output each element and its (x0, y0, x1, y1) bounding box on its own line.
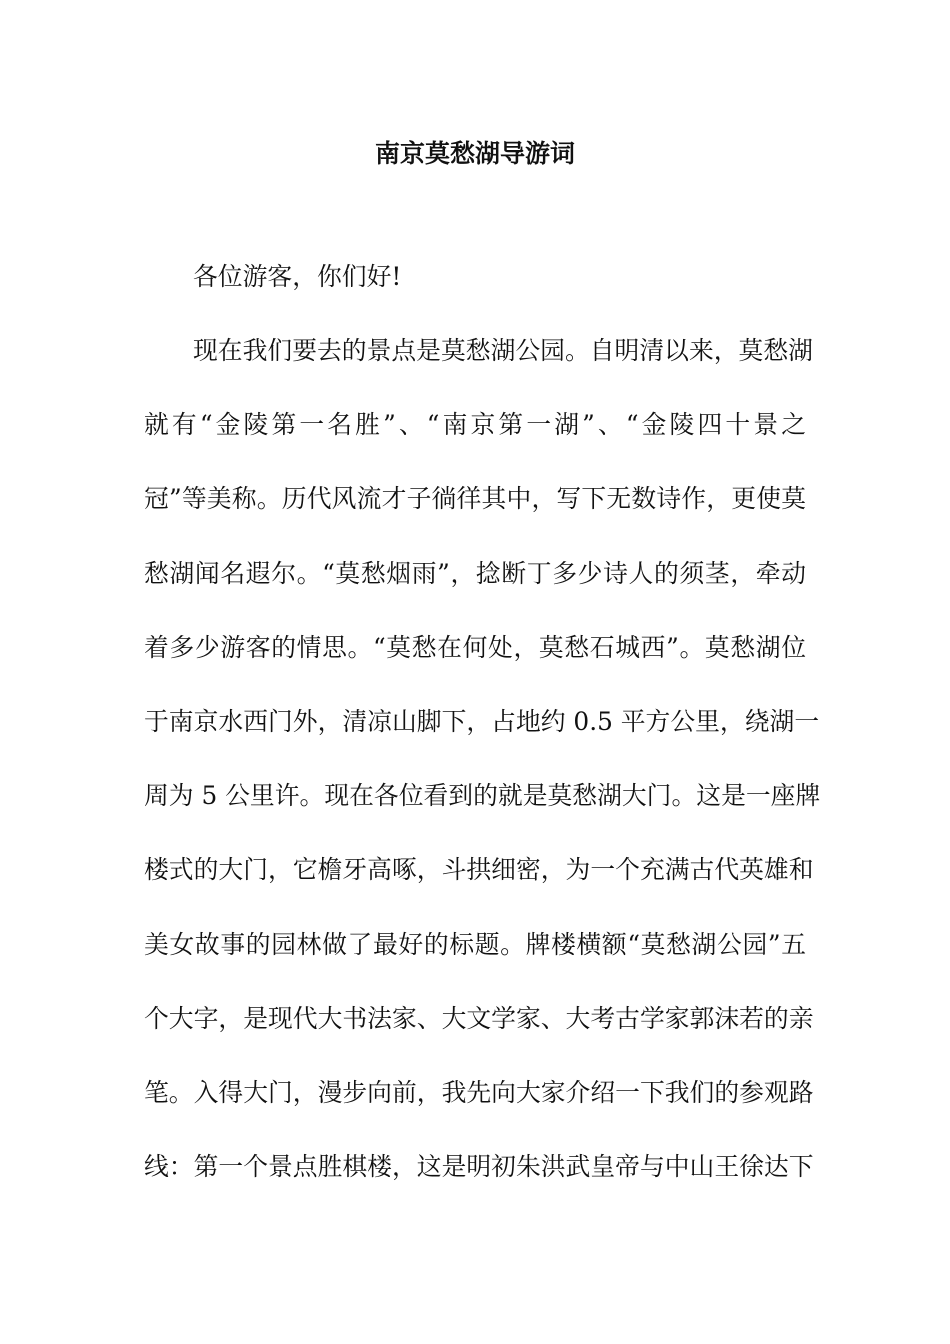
greeting-line: 各位游客，你们好! (193, 262, 402, 291)
paragraph-line: 愁湖闻名遐尔。“莫愁烟雨”，捻断丁多少诗人的须茎，牵动 (144, 558, 806, 588)
paragraph-line: 于南京水西门外，清凉山脚下，占地约 0.5 平方公里，绕湖一 (144, 706, 820, 736)
paragraph-line: 笔。入得大门，漫步向前，我先向大家介绍一下我们的参观路 (144, 1077, 814, 1107)
paragraph-line: 周为 5 公里许。现在各位看到的就是莫愁湖大门。这是一座牌 (144, 781, 821, 811)
paragraph-line: 冠”等美称。历代风流才子徜徉其中，写下无数诗作，更使莫 (144, 484, 806, 514)
paragraph-line: 个大字，是现代大书法家、大文学家、大考古学家郭沫若的亲 (144, 1003, 814, 1033)
body-paragraph (144, 314, 821, 1204)
paragraph-line: 着多少游客的情思。“莫愁在何处，莫愁石城西”。莫愁湖位 (144, 632, 806, 662)
document-title: 南京莫愁湖导游词 (374, 139, 575, 168)
paragraph-line: 就有“金陵第一名胜”、“南京第一湖”、“金陵四十景之 (144, 410, 806, 440)
paragraph-line: 现在我们要去的景点是莫愁湖公园。自明清以来，莫愁湖 (193, 336, 813, 365)
paragraph-line: 美女故事的园林做了最好的标题。牌楼横额“莫愁湖公园”五 (144, 929, 806, 959)
paragraph-line: 线：第一个景点胜棋楼，这是明初朱洪武皇帝与中山王徐达下 (144, 1152, 814, 1182)
paragraph-line: 楼式的大门，它檐牙高啄，斗拱细密，为一个充满古代英雄和 (144, 855, 814, 885)
